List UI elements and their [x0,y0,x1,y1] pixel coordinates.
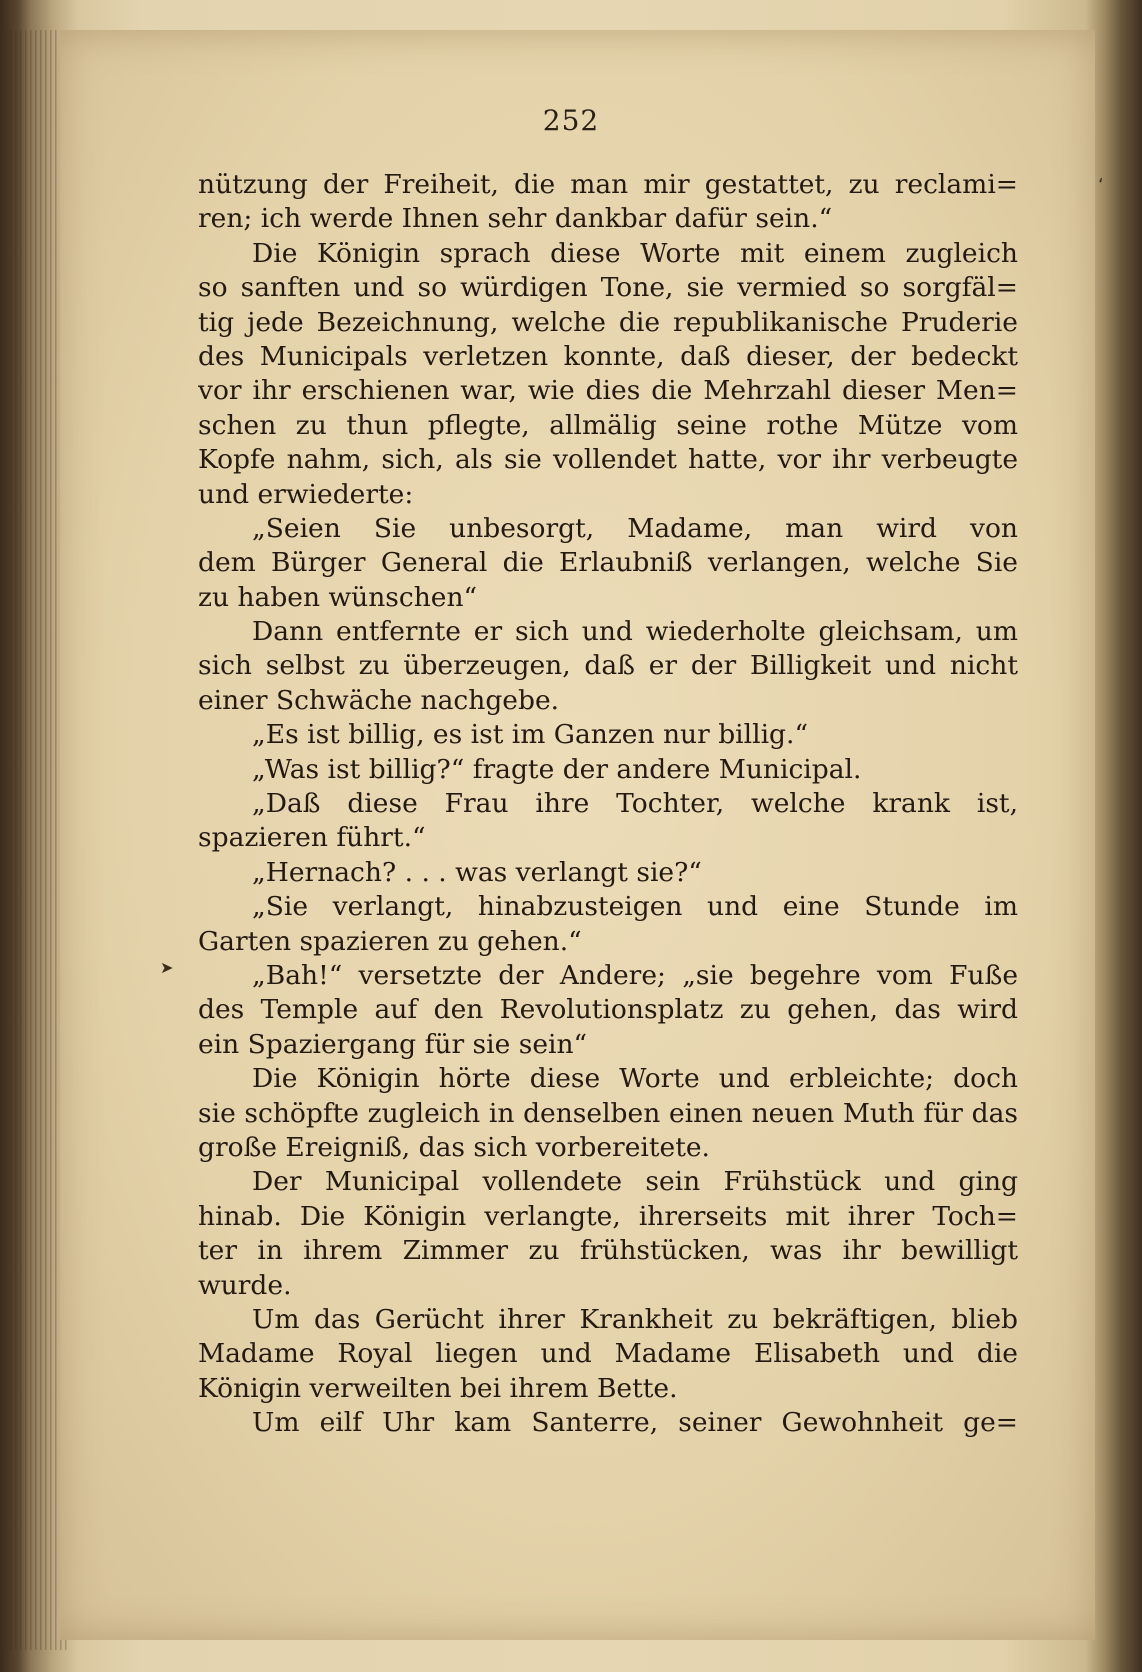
text-line: „Bah!“ versetzte der Andere; „sie begehre vom Fuße [252,959,1018,991]
text-line: vor ihr erschienen war, wie dies die Mehrzahl dieser Men= [198,375,1018,407]
text-line: nützung der Freiheit, die man mir gestattet, zu reclami= [198,169,1018,200]
text-line: Die Königin hörte diese Worte und erbleichte; doch [252,1063,1018,1095]
text-line: einer Schwäche nachgebe. [198,684,560,716]
text-line: Der Municipal vollendete sein Frühstück und ging [252,1166,1018,1198]
text-line: sich selbst zu überzeugen, daß er der Billigkeit und nicht [198,650,1018,682]
page-number: 252 [542,104,600,137]
text-line: des Temple auf den Revolutionsplatz zu gehen, das wird [198,994,1018,1026]
text-line: „Seien Sie unbesorgt, Madame, man wird von [252,512,1018,544]
text-line: ter in ihrem Zimmer zu frühstücken, was ihr bewilligt [198,1235,1018,1267]
text-line: dem Bürger General die Erlaubniß verlangen, welche Sie [198,547,1018,579]
text-line: und erwiederte: [198,478,414,510]
text-line: ren; ich werde Ihnen sehr dankbar dafür sein.“ [198,203,833,235]
text-line: hinab. Die Königin verlangte, ihrerseits mit ihrer Toch= [198,1200,1018,1232]
text-line: des Municipals verletzen konnte, daß dieser, der bedeckt [198,340,1018,372]
text-line: tig jede Bezeichnung, welche die republikanische Pruderie [198,306,1018,338]
text-line: „Hernach? . . . was verlangt sie?“ [252,856,702,888]
text-line: große Ereigniß, das sich vorbereitete. [198,1131,710,1163]
text-line: schen zu thun pflegte, allmälig seine rothe Mütze vom [198,409,1018,441]
text-line: Die Königin sprach diese Worte mit einem zugleich [252,237,1018,269]
body-text [198,168,1018,1440]
text-line: Um eilf Uhr kam Santerre, seiner Gewohnheit ge= [252,1407,1018,1439]
text-line: wurde. [198,1269,292,1301]
text-line: Königin verweilten bei ihrem Bette. [198,1372,678,1404]
text-line: zu haben wünschen“ [198,581,478,613]
text-line: „Es ist billig, es ist im Ganzen nur billig.“ [252,719,808,751]
text-line: sie schöpfte zugleich in denselben einen neuen Muth für das [198,1097,1018,1129]
text-line: „Was ist billig?“ fragte der andere Municipal. [252,753,862,785]
text-line: ein Spaziergang für sie sein“ [198,1028,588,1060]
text-line: Madame Royal liegen und Madame Elisabeth und die [198,1338,1018,1370]
margin-mark-left: ➤ [160,958,174,977]
text-line: „Daß diese Frau ihre Tochter, welche krank ist, [252,788,1018,820]
text-line: so sanften und so würdigen Tone, sie vermied so sorgfäl= [198,272,1018,304]
text-line: Um das Gerücht ihrer Krankheit zu bekräftigen, blieb [252,1303,1018,1335]
text-line: Kopfe nahm, sich, als sie vollendet hatte, vor ihr verbeugte [198,444,1018,476]
text-line: spazieren führt.“ [198,822,426,854]
text-line: „Sie verlangt, hinabzusteigen und eine Stunde im [252,891,1018,923]
text-line: Dann entfernte er sich und wiederholte gleichsam, um [252,616,1018,648]
text-line: Garten spazieren zu gehen.“ [198,925,582,957]
margin-mark-right: ‘ [1098,175,1104,196]
